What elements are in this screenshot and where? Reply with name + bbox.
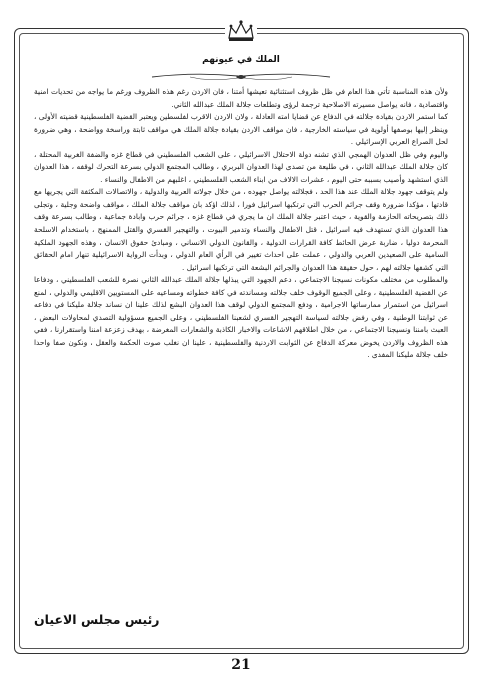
signature-title: رئيس مجلس الاعيان [34,612,160,627]
section-title: الملك في عيونهم [202,55,280,65]
paragraph: ولأن هذه المناسبة تأتي هذا العام في ظل ظروف استثنائية تعيشها أمتنا ، فان الاردن رغم هذه الظروف ورغم ما يواجه من تحديات امنية واقتصادية ، فانه يواصل مسيرته الاصلاحية ترجمة لرؤى وتطلعات جلالة الملك عبدالله الثاني. [34,87,448,109]
crown-emblem-icon [225,18,257,44]
paragraph: كما استمر الاردن بقيادة جلالته في الدفاع عن قضايا امته العادلة ، ولان الاردن الاقرب لفلسطين ويعتبر القضية الفلسطينية قضيته الأولى ، وينظر إليها بوصفها أولوية في سياسته الخارجية ، فان مواقف الاردن بقيادة جلالة الملك هي مواقف ثابتة وراسخة وواضحة ، وهي ضرورة لحل الصراع العربي الإسرائيلي . [34,112,448,147]
title-ornament-divider [150,70,332,84]
signature-block [34,612,196,627]
paragraph: واليوم وفي ظل العدوان الهمجي الذي تشنه دولة الاحتلال الاسرائيلي ، على الشعب الفلسطيني في قطاع غزه والضفة الغربية المحتلة ، كان جلالة الملك عبدالله الثاني ، في طليعة من تصدى لهذا العدوان البربري ، وطالب المجتمع الدولي بسرعة التحرك لوقفه ، هذا العدوان الذي استشهد وأصيب بسببه حتى اليوم ، عشرات الالاف من ابناء الشعب الفلسطيني ، اغلبهم من الاطفال والنساء . [34,149,448,184]
paragraph: ولم يتوقف جهود جلالة الملك عند هذا الحد ، فجلالته يواصل جهوده ، من خلال جولاته العربية والدولية ، والاتصالات المكثفة التي يجريها مع قادتها ، مؤكدا ضرورة وقف جرائم الحرب التي ترتكبها اسرائيل فورا ، لذلك اؤكد بان مواقف جلالة الملك ، مواقف واضحة وجلية ، وتجلى ذلك بتصريحاته الحازمة والقوية ، حيث اعتبر جلالة الملك ان ما يجري في قطاع غزه ، جرائم حرب وابادة جماعية ، وطالب بسرعة وقف هذا العدوان الذي تستهدف فيه اسرائيل ، قتل الاطفال والنساء وتدمير البيوت ، والتهجير القسري والقتل الممنهج ، باستخدام الاسلحة المحرمة دوليا ، ضاربة عرض الحائط كافة القرارات الدولية ، والقانون الدولي الانساني ، ومبادئ حقوق الانسان ، وهذه الجهود الملكية السامية على الصعيدين العربي والدولي ، عملت على احداث تغيير في الرأي العام الدولي ، وبدأت الرواية الاسرائيلية تنهار امام الحقائق التي كشفها جلالته لهم ، حول حقيقة هذا العدوان والجرائم البشعة التي ترتكبها اسرائيل . [34,187,448,272]
paragraph: والمطلوب من مختلف مكونات نسيجنا الاجتماعي ، دعم الجهود التي يبذلها جلالة الملك عبدالله الثاني نصرة للشعب الفلسطيني ، ودفاعا عن القضية الفلسطينية ، وعلى الجميع الوقوف خلف جلالته ومساندته في كافة خطواته ومساعيه على المستويين الاقليمي والدولي ، لمنع اسرائيل من استمرار ممارساتها الاجرامية ، ودفع المجتمع الدولي لوقف هذا العدوان البشع لذلك علينا ان نساند جلالة مليكنا في دفاعه عن ثوابتنا الوطنية ، وفي رفض جلالته لسياسة التهجير القسري لشعبنا الفلسطيني ، وعلى الجميع مسؤولية التصدي لمحاولات البعض ، العبث بامننا ونسيجنا الاجتماعي ، من خلال اطلاقهم الاشاعات والاخبار الكاذبة والشعارات المغرضة ، بهدف زعزعة امننا واستقرارنا ، ففي هذه الظروف والاردن يخوض معركة الدفاع عن الثوابت الاردنية والفلسطينية ، علينا ان نغلب صوت الحكمة والعقل ، ونكون صفا واحدا خلف جلالة مليكنا المفدى . [34,275,448,360]
article-body [34,86,448,362]
page-number: 21 [231,657,251,673]
